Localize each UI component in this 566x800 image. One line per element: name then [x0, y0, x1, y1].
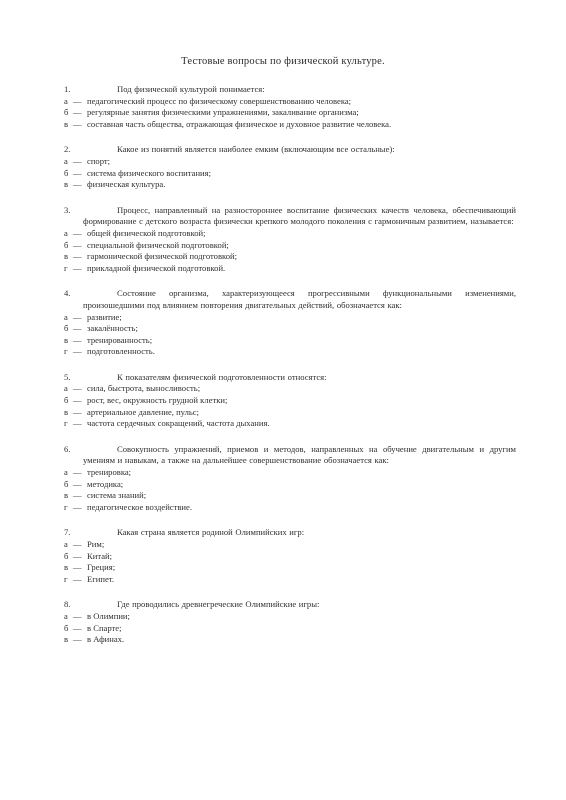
option-letter: а — [64, 467, 68, 478]
answer-option — [64, 323, 516, 335]
option-dash: — — [73, 95, 82, 106]
option-dash: — — [73, 262, 82, 273]
page-title: Тестовые вопросы по физической культуре. — [181, 56, 385, 67]
question-number: 7. — [64, 527, 71, 538]
answer-options — [64, 539, 516, 585]
option-dash: — — [73, 155, 82, 166]
option-dash: — — [73, 610, 82, 621]
answer-options — [64, 96, 516, 131]
question-4 — [64, 288, 516, 358]
answer-options — [64, 611, 516, 646]
option-text: рост, вес, окружность грудной клетки; — [87, 395, 228, 406]
option-text: физическая культура. — [87, 179, 166, 190]
option-text: спорт; — [87, 155, 111, 166]
option-dash: — — [73, 334, 82, 345]
answer-option — [64, 240, 516, 252]
answer-option — [64, 168, 516, 180]
answer-option — [64, 228, 516, 240]
option-text: составная часть общества, отражающая физическое и духовное развитие человека. — [87, 118, 392, 129]
option-letter: а — [64, 539, 68, 549]
option-text: гармонической физической подготовкой; — [87, 251, 238, 262]
option-text: тренировка; — [87, 467, 132, 478]
answer-options — [64, 156, 516, 191]
option-dash: — — [73, 118, 82, 129]
answer-option — [64, 634, 516, 646]
option-letter: а — [64, 383, 68, 394]
answer-option — [64, 407, 516, 419]
option-letter: в — [64, 490, 69, 501]
answer-option — [64, 479, 516, 491]
option-letter: в — [64, 562, 69, 573]
answer-option — [64, 562, 516, 574]
answer-option — [64, 107, 516, 119]
option-letter: а — [64, 155, 68, 166]
answer-option — [64, 418, 516, 430]
answer-option — [64, 490, 516, 502]
question-number: 3. — [64, 204, 71, 215]
option-letter: в — [64, 634, 69, 645]
option-letter: а — [64, 227, 68, 238]
option-dash: — — [73, 406, 82, 417]
option-dash: — — [73, 478, 82, 489]
option-text: регулярные занятия физическими упражнениями, закаливание организма; — [87, 107, 359, 118]
question-text: Какое из понятий является наиболее емким (включающим все остальные): — [117, 144, 395, 155]
option-letter: г — [64, 501, 68, 512]
option-letter: б — [64, 478, 69, 489]
option-letter: б — [64, 239, 69, 250]
option-letter: б — [64, 323, 69, 334]
answer-option — [64, 502, 516, 514]
option-text: Китай; — [87, 550, 112, 561]
answer-option — [64, 179, 516, 191]
option-dash: — — [73, 395, 82, 406]
answer-option — [64, 156, 516, 168]
option-text: методика; — [87, 478, 124, 489]
option-dash: — — [73, 167, 82, 178]
option-dash: — — [73, 239, 82, 250]
question-2 — [64, 144, 516, 190]
option-text: в Олимпии; — [87, 610, 130, 621]
answer-option — [64, 623, 516, 635]
option-text: закалённость; — [87, 323, 138, 334]
answer-option — [64, 395, 516, 407]
answer-options — [64, 228, 516, 274]
option-text: частота сердечных сокращений, частота дыхания. — [87, 418, 270, 429]
option-letter: в — [64, 334, 69, 345]
option-dash: — — [73, 622, 82, 633]
option-dash: — — [73, 311, 82, 322]
option-letter: а — [64, 311, 68, 322]
question-7 — [64, 527, 516, 585]
option-text: система знаний; — [87, 490, 147, 501]
option-dash: — — [73, 251, 82, 262]
option-letter: г — [64, 418, 68, 429]
answer-options — [64, 467, 516, 513]
option-dash: — — [73, 550, 82, 561]
answer-options — [64, 312, 516, 358]
question-number: 5. — [64, 371, 71, 382]
option-letter: в — [64, 406, 69, 417]
option-text: подготовленность. — [87, 346, 155, 357]
question-text: Состояние организма, характеризующееся прогрессивными функциональными изменениями, произошедшими под влиянием повторения двигательных действий, обозначается как: — [83, 288, 516, 310]
option-text: в Афинах. — [87, 634, 125, 645]
option-dash: — — [73, 179, 82, 190]
answer-option — [64, 251, 516, 263]
option-text: система физического воспитания; — [87, 167, 211, 178]
option-letter: а — [64, 610, 68, 621]
option-dash: — — [73, 418, 82, 429]
option-dash: — — [73, 562, 82, 573]
question-text: Под физической культурой понимается: — [117, 84, 265, 94]
option-dash: — — [73, 346, 82, 357]
option-letter: г — [64, 573, 68, 584]
question-text: Какая страна является родиной Олимпийских игр: — [117, 527, 305, 538]
answer-option — [64, 551, 516, 563]
option-letter: б — [64, 167, 69, 178]
option-letter: в — [64, 179, 69, 190]
option-letter: в — [64, 251, 69, 262]
answer-option — [64, 263, 516, 275]
answer-option — [64, 383, 516, 395]
option-text: педагогическое воздействие. — [87, 501, 192, 512]
answer-option — [64, 346, 516, 358]
question-5 — [64, 372, 516, 430]
question-number: 2. — [64, 144, 71, 155]
question-8 — [64, 599, 516, 645]
answer-option — [64, 467, 516, 479]
option-dash: — — [73, 634, 82, 645]
option-text: общей физической подготовкой; — [87, 227, 206, 238]
answer-option — [64, 335, 516, 347]
question-1 — [64, 84, 516, 130]
question-3 — [64, 205, 516, 275]
option-dash: — — [73, 227, 82, 238]
option-dash: — — [73, 490, 82, 501]
option-letter: б — [64, 622, 69, 633]
question-6 — [64, 444, 516, 514]
answer-option — [64, 96, 516, 108]
option-text: в Спарте; — [87, 622, 122, 633]
option-letter: г — [64, 262, 68, 273]
question-text: К показателям физической подготовленности относятся: — [117, 371, 327, 382]
option-dash: — — [73, 467, 82, 478]
question-number: 4. — [64, 288, 71, 299]
question-number: 8. — [64, 599, 71, 610]
answer-option — [64, 119, 516, 131]
option-letter: г — [64, 346, 68, 357]
option-text: сила, быстрота, выносливость; — [87, 383, 201, 394]
option-text: развитие; — [87, 311, 122, 322]
option-dash: — — [73, 501, 82, 512]
option-text: прикладной физической подготовкой. — [87, 262, 226, 273]
answer-option — [64, 312, 516, 324]
question-number: 1. — [64, 84, 71, 94]
option-text: педагогический процесс по физическому совершенствованию человека; — [87, 95, 352, 106]
option-text: Рим; — [87, 539, 105, 549]
option-dash: — — [73, 539, 82, 549]
question-list — [64, 84, 516, 646]
option-letter: б — [64, 107, 69, 118]
answer-option — [64, 539, 516, 551]
option-dash: — — [73, 573, 82, 584]
option-text: Египет. — [87, 573, 115, 584]
answer-option — [64, 574, 516, 586]
question-text: Где проводились древнегреческие Олимпийские игры: — [117, 599, 320, 610]
question-text: Совокупность упражнений, приемов и методов, направленных на обучение двигательным и другим умениям и навыкам, а также на дальнейшее совершенствование обозначается как: — [83, 443, 516, 466]
option-text: тренированность; — [87, 334, 153, 345]
option-letter: а — [64, 95, 68, 106]
question-number: 6. — [64, 443, 71, 454]
option-letter: б — [64, 395, 69, 406]
option-letter: б — [64, 550, 69, 561]
option-dash: — — [73, 323, 82, 334]
option-dash: — — [73, 383, 82, 394]
option-text: артериальное давление, пульс; — [87, 406, 199, 417]
answer-options — [64, 383, 516, 429]
option-letter: в — [64, 118, 69, 129]
question-text: Процесс, направленный на разностороннее воспитание физических качеств человека, обеспечивающий формирование с детского возраста физически крепкого молодого поколения с гармоничным развитием, называется: — [83, 204, 516, 227]
option-dash: — — [73, 107, 82, 118]
answer-option — [64, 611, 516, 623]
option-text: специальной физической подготовкой; — [87, 239, 229, 250]
option-text: Греция; — [87, 562, 116, 573]
